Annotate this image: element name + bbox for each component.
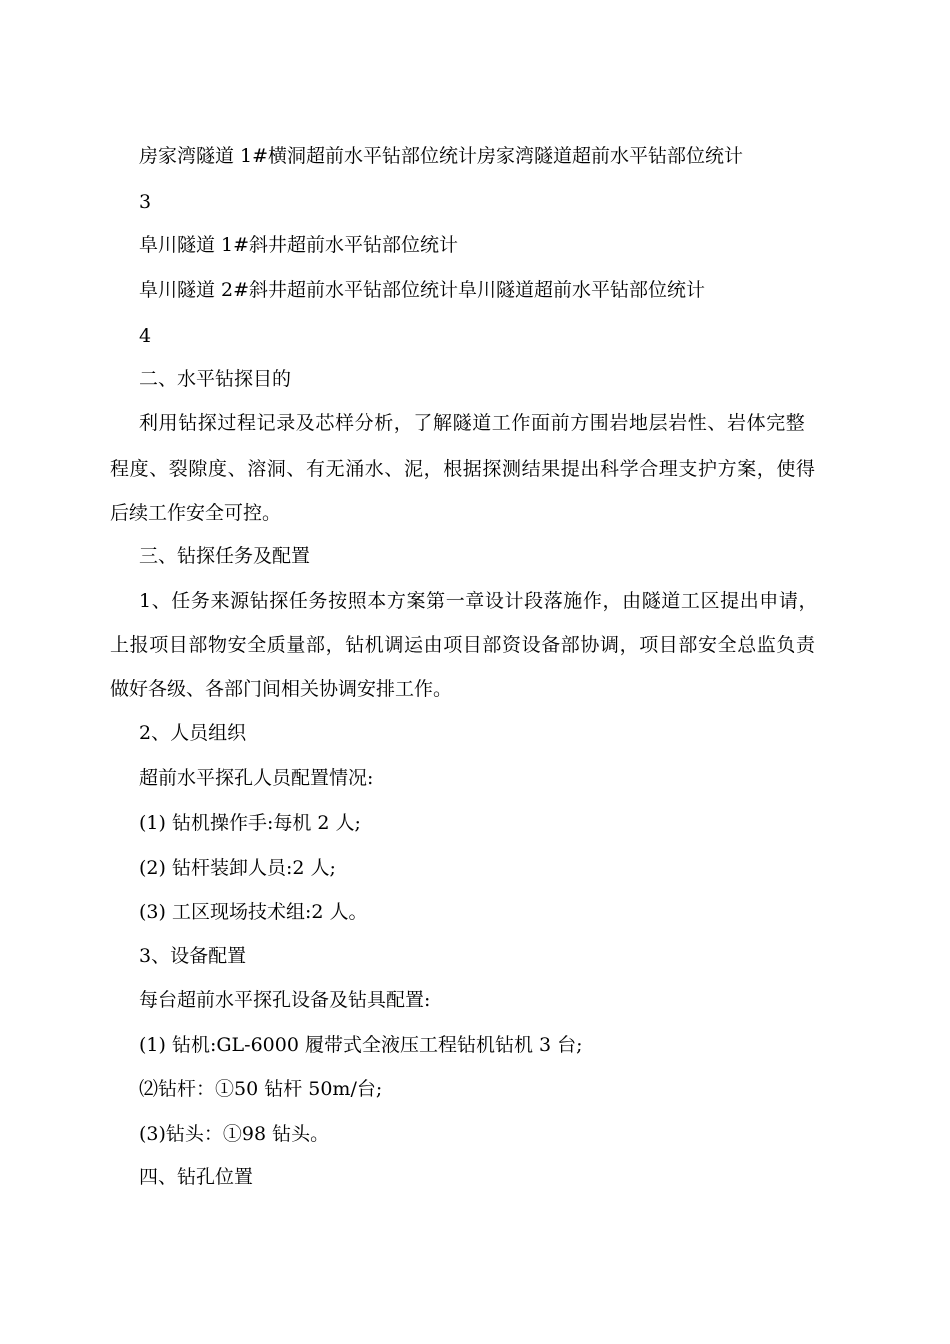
paragraph-task-source-line-3: 做好各级、各部门间相关协调安排工作。 [110, 678, 453, 700]
list-item-personnel-1: (1) 钻机操作手:每机 2 人; [139, 812, 361, 834]
text-line-drilling-stats-fangjiawan: 房家湾隧道 1#横洞超前水平钻部位统计房家湾隧道超前水平钻部位统计 [139, 145, 744, 167]
text-equipment-intro: 每台超前水平探孔设备及钻具配置: [139, 989, 431, 1011]
paragraph-purpose-line-1: 利用钻探过程记录及芯样分析，了解隧道工作面前方围岩地层岩性、岩体完整 [139, 412, 806, 434]
text-line-drilling-stats-fuchuan-1: 阜川隧道 1#斜井超前水平钻部位统计 [139, 234, 459, 256]
text-personnel-intro: 超前水平探孔人员配置情况: [139, 767, 374, 789]
subheading-equipment: 3、设备配置 [139, 945, 247, 967]
section-heading-drill-position: 四、钻孔位置 [139, 1166, 254, 1188]
list-item-equipment-2: ⑵钻杆：①50 钻杆 50m/台; [139, 1078, 383, 1100]
text-line-drilling-stats-fuchuan-2: 阜川隧道 2#斜井超前水平钻部位统计阜川隧道超前水平钻部位统计 [139, 279, 706, 301]
paragraph-purpose-line-2: 程度、裂隙度、溶洞、有无涌水、泥，根据探测结果提出科学合理支护方案，使得 [110, 458, 816, 480]
list-item-equipment-3: (3)钻头：①98 钻头。 [139, 1123, 330, 1145]
text-line-page-ref-4: 4 [139, 325, 152, 347]
paragraph-task-source-line-1: 1、任务来源钻探任务按照本方案第一章设计段落施作，由隧道工区提出申请， [139, 590, 819, 612]
list-item-personnel-3: (3) 工区现场技术组:2 人。 [139, 901, 368, 923]
list-item-equipment-1: (1) 钻机:GL-6000 履带式全液压工程钻机钻机 3 台; [139, 1034, 583, 1056]
section-heading-tasks: 三、钻探任务及配置 [139, 545, 311, 567]
text-line-page-ref-3: 3 [139, 191, 152, 213]
subheading-personnel: 2、人员组织 [139, 722, 247, 744]
list-item-personnel-2: (2) 钻杆装卸人员:2 人; [139, 857, 336, 879]
section-heading-purpose: 二、水平钻探目的 [139, 368, 292, 390]
paragraph-task-source-line-2: 上报项目部物安全质量部，钻机调运由项目部资设备部协调，项目部安全总监负责 [110, 634, 816, 656]
paragraph-purpose-line-3: 后续工作安全可控。 [110, 502, 282, 524]
